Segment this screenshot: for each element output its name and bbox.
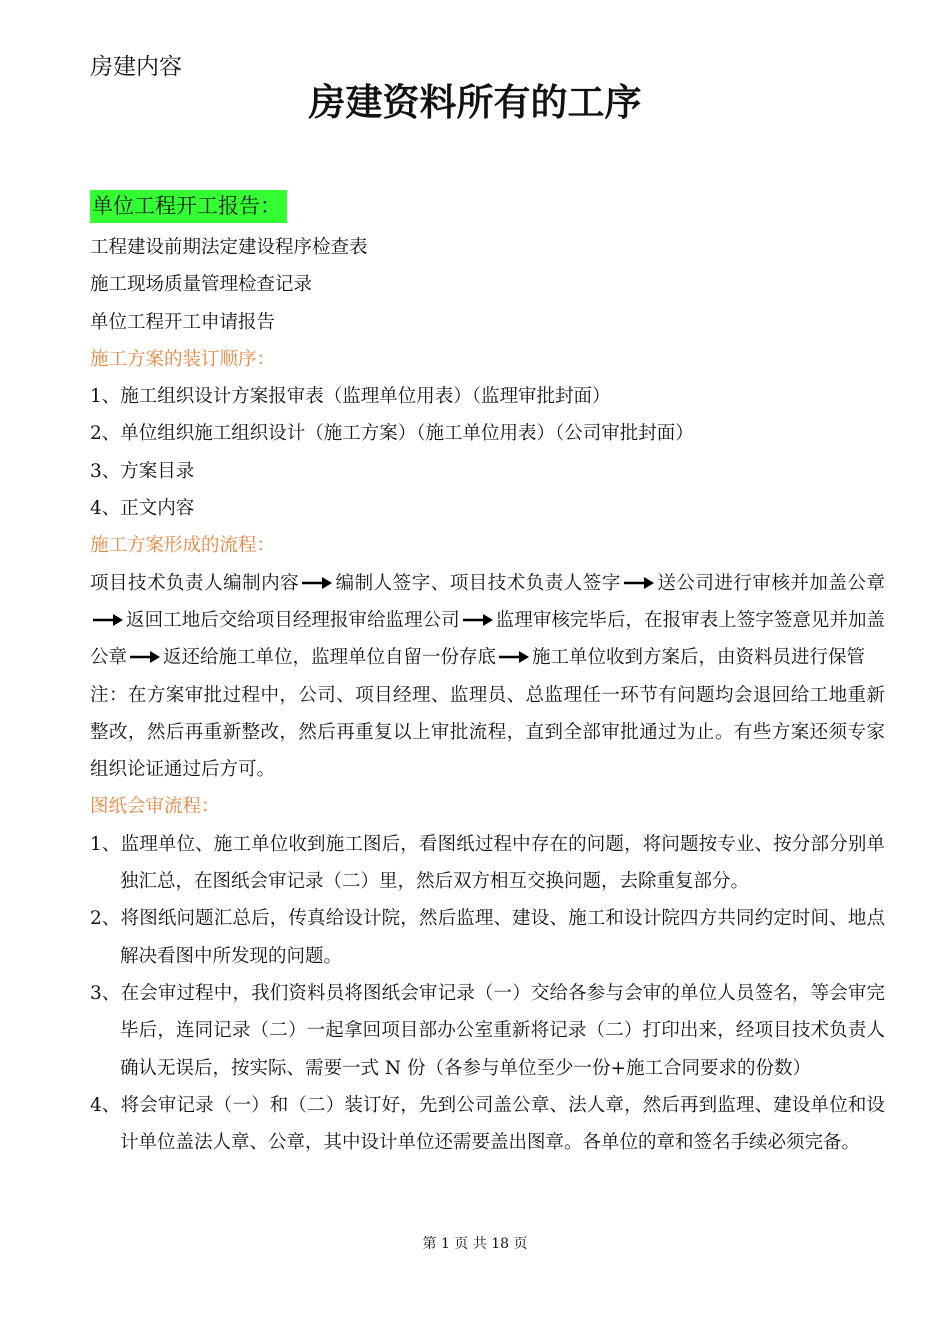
flow-step: 监理审核完毕后，在报审表上签字签意见并加盖公章 [90, 609, 885, 669]
list-item: 2、将图纸问题汇总后，传真给设计院，然后监理、建设、施工和设计院四方共同约定时间、地点解决看图中所发现的问题。 [90, 908, 885, 967]
right-arrow-icon [130, 649, 160, 665]
flow-step: 送公司进行审核并加盖公章 [656, 572, 885, 594]
flow-paragraph [90, 565, 885, 677]
section-heading-flow: 施工方案形成的流程： [90, 535, 276, 557]
flow-step: 编制人签字、项目技术负责人签字 [335, 572, 621, 594]
right-arrow-icon [93, 612, 123, 628]
page-title: 房建资料所有的工序 [308, 81, 642, 124]
right-arrow-icon [499, 649, 529, 665]
right-arrow-icon [624, 575, 654, 591]
section-heading-start-report: 单位工程开工报告： [90, 190, 287, 223]
right-arrow-icon [302, 575, 332, 591]
list-item: 3、在会审过程中，我们资料员将图纸会审记录（一）交给各参与会审的单位人员签名，等会审完毕后，连同记录（二）一起拿回项目部办公室重新将记录（二）打印出来，经项目技术负责人确认无误后，按实际、需要一式 N 份（各参与单位至少一份+施工合同要求的份数） [90, 982, 885, 1079]
list-item: 4、将会审记录（一）和（二）装订好，先到公司盖公章、法人章，然后再到监理、建设单位和设计单位盖法人章、公章，其中设计单位还需要盖出图章。各单位的章和签名手续必须完备。 [90, 1094, 885, 1154]
list-item: 3、方案目录 [90, 460, 195, 482]
list-item: 工程建设前期法定建设程序检查表 [90, 237, 368, 258]
list-item: 4、正文内容 [90, 498, 195, 520]
list-item: 1、监理单位、施工单位收到施工图后，看图纸过程中存在的问题，将问题按专业、按分部分别单独汇总，在图纸会审记录（二）里，然后双方相互交换问题，去除重复部分。 [90, 833, 885, 893]
flow-step: 返还给施工单位，监理单位自留一份存底 [163, 647, 497, 669]
flow-note: 注：在方案审批过程中，公司、项目经理、监理员、总监理任一环节有问题均会退回给工地重新整改，然后再重新整改，然后再重复以上审批流程，直到全部审批通过为止。有些方案还须专家组织论证通过后方可。 [90, 684, 885, 781]
list-item: 单位工程开工申请报告 [90, 311, 276, 333]
flow-step: 返回工地后交给项目经理报审给监理公司 [126, 609, 460, 631]
right-arrow-icon [463, 612, 493, 628]
list-item: 2、单位组织施工组织设计（施工方案）（施工单位用表）（公司审批封面） [90, 423, 694, 445]
list-item: 施工现场质量管理检查记录 [90, 274, 313, 296]
flow-step: 项目技术负责人编制内容 [90, 572, 300, 594]
header-label: 房建内容 [90, 54, 182, 80]
list-item: 1、施工组织设计方案报审表（监理单位用表）（监理审批封面） [90, 386, 611, 408]
page-footer: 第 1 页 共 18 页 [422, 1236, 528, 1252]
section-heading-binding-order: 施工方案的装订顺序： [90, 348, 276, 370]
document-body [90, 190, 885, 1161]
section-heading-drawing-review: 图纸会审流程： [90, 796, 220, 818]
flow-step: 施工单位收到方案后，由资料员进行保管 [532, 647, 866, 669]
